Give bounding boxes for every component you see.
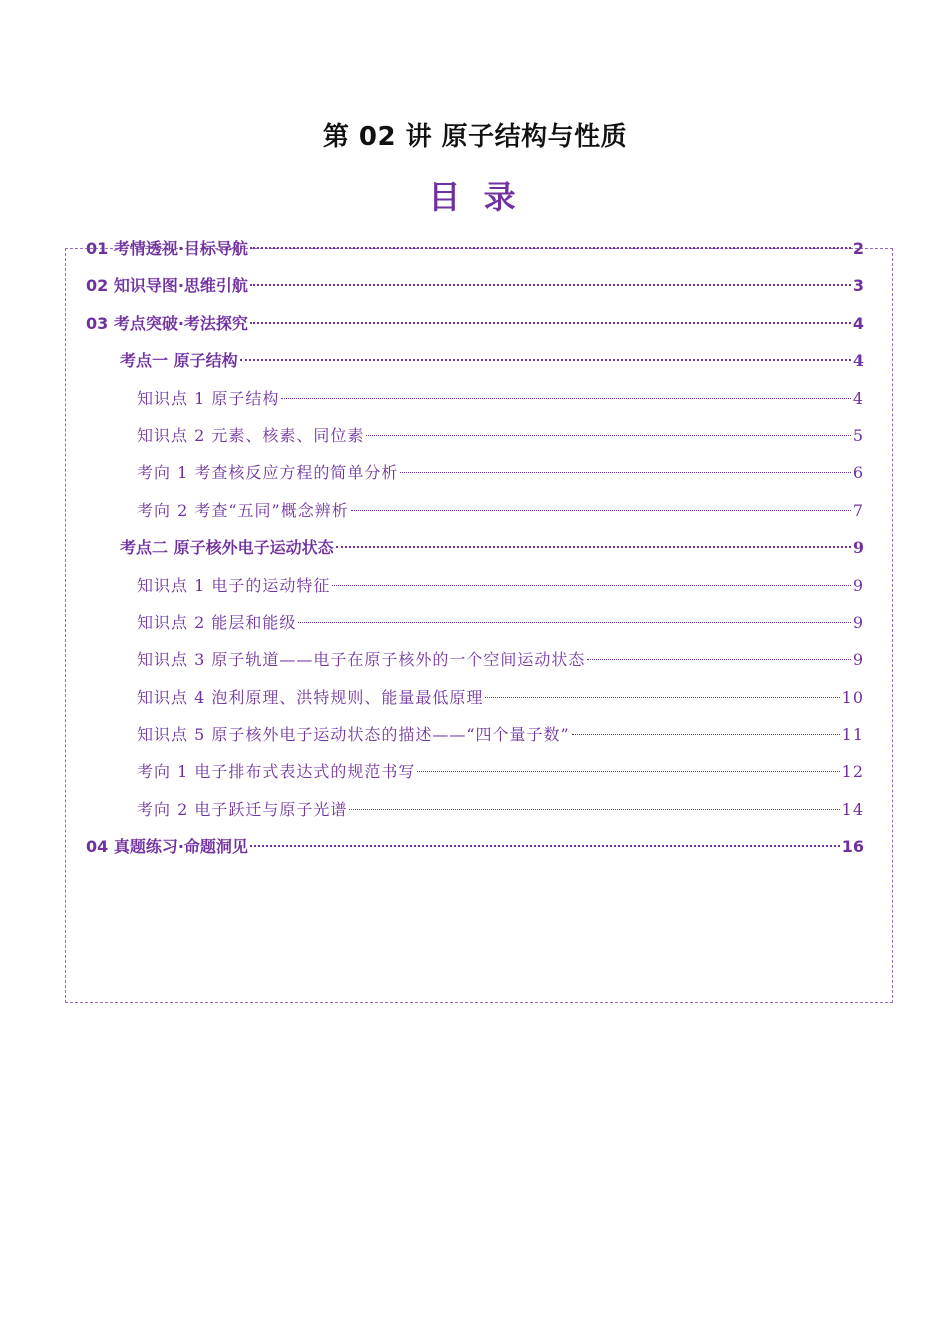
toc-entry-page-number: 12 — [841, 762, 864, 782]
toc-dot-leader — [240, 359, 851, 361]
toc-dot-leader — [250, 247, 851, 249]
toc-entry-label: 知识点 1 原子结构 — [137, 388, 280, 408]
toc-entry[interactable] — [86, 609, 864, 646]
toc-entry-label: 考点二 原子核外电子运动状态 — [120, 538, 334, 558]
toc-entry[interactable] — [86, 721, 864, 758]
toc-entry[interactable] — [86, 497, 864, 534]
toc-entry-page-number: 14 — [841, 799, 864, 819]
toc-entry[interactable] — [86, 272, 864, 309]
toc-entry-label: 考向 2 考查“五同”概念辨析 — [137, 500, 349, 520]
toc-dot-leader — [281, 398, 850, 399]
toc-entry-label: 考点一 原子结构 — [120, 351, 238, 371]
toc-entry-page-number: 5 — [852, 425, 864, 445]
toc-entry-label: 知识点 4 泡利原理、洪特规则、能量最低原理 — [137, 687, 484, 707]
toc-entry-page-number: 9 — [852, 575, 864, 595]
toc-entry-label: 知识点 3 原子轨道——电子在原子核外的一个空间运动状态 — [137, 650, 586, 670]
toc-entry-page-number: 6 — [852, 463, 864, 483]
toc-entry[interactable] — [86, 758, 864, 795]
toc-dot-leader — [572, 734, 840, 735]
toc-dot-leader — [336, 546, 851, 548]
toc-dot-leader — [332, 585, 850, 586]
toc-entry[interactable] — [86, 534, 864, 571]
toc-dot-leader — [351, 510, 851, 511]
toc-entry-label: 考向 1 考查核反应方程的简单分析 — [137, 463, 399, 483]
toc-dot-leader — [250, 322, 851, 324]
toc-entry[interactable] — [86, 235, 864, 272]
toc-list — [86, 235, 864, 871]
toc-entry-page-number: 3 — [852, 276, 864, 296]
toc-entry-label: 知识点 2 元素、核素、同位素 — [137, 425, 365, 445]
toc-entry-page-number: 11 — [841, 725, 864, 745]
toc-entry-page-number: 4 — [852, 313, 864, 333]
toc-entry-label: 04 真题练习·命题洞见 — [86, 837, 248, 857]
toc-dot-leader — [250, 845, 840, 847]
toc-entry-page-number: 4 — [852, 388, 864, 408]
toc-entry[interactable] — [86, 572, 864, 609]
page-title: 第 02 讲 原子结构与性质 — [322, 122, 628, 152]
toc-dot-leader — [298, 622, 850, 623]
toc-entry-label: 03 考点突破·考法探究 — [86, 313, 248, 333]
toc-entry-page-number: 7 — [852, 500, 864, 520]
toc-entry-page-number: 16 — [841, 837, 864, 857]
toc-entry[interactable] — [86, 646, 864, 683]
toc-entry[interactable] — [86, 385, 864, 422]
toc-entry-page-number: 9 — [852, 650, 864, 670]
toc-entry[interactable] — [86, 796, 864, 833]
toc-entry-label: 02 知识导图·思维引航 — [86, 276, 248, 296]
toc-entry[interactable] — [86, 422, 864, 459]
toc-dot-leader — [417, 771, 839, 772]
toc-entry-label: 考向 1 电子排布式表达式的规范书写 — [137, 762, 416, 782]
toc-entry-page-number: 9 — [852, 612, 864, 632]
toc-entry[interactable] — [86, 459, 864, 496]
toc-dot-leader — [485, 697, 839, 698]
toc-dot-leader — [349, 809, 839, 810]
toc-entry-label: 知识点 2 能层和能级 — [137, 612, 297, 632]
toc-entry-label: 考向 2 电子跃迁与原子光谱 — [137, 799, 348, 819]
toc-dot-leader — [366, 435, 850, 436]
toc-entry-page-number: 4 — [852, 351, 864, 371]
toc-entry-label: 知识点 1 电子的运动特征 — [137, 575, 331, 595]
toc-entry[interactable] — [86, 310, 864, 347]
toc-entry[interactable] — [86, 347, 864, 384]
toc-entry-label: 知识点 5 原子核外电子运动状态的描述——“四个量子数” — [137, 725, 570, 745]
toc-entry-page-number: 10 — [841, 687, 864, 707]
toc-entry[interactable] — [86, 833, 864, 870]
toc-dot-leader — [400, 472, 850, 473]
toc-dot-leader — [250, 284, 851, 286]
toc-entry-label: 01 考情透视·目标导航 — [86, 239, 248, 258]
toc-entry[interactable] — [86, 684, 864, 721]
toc-entry-page-number: 2 — [852, 239, 864, 258]
toc-heading: 目 录 — [428, 178, 522, 216]
toc-entry-page-number: 9 — [852, 538, 864, 558]
toc-dot-leader — [587, 659, 850, 660]
